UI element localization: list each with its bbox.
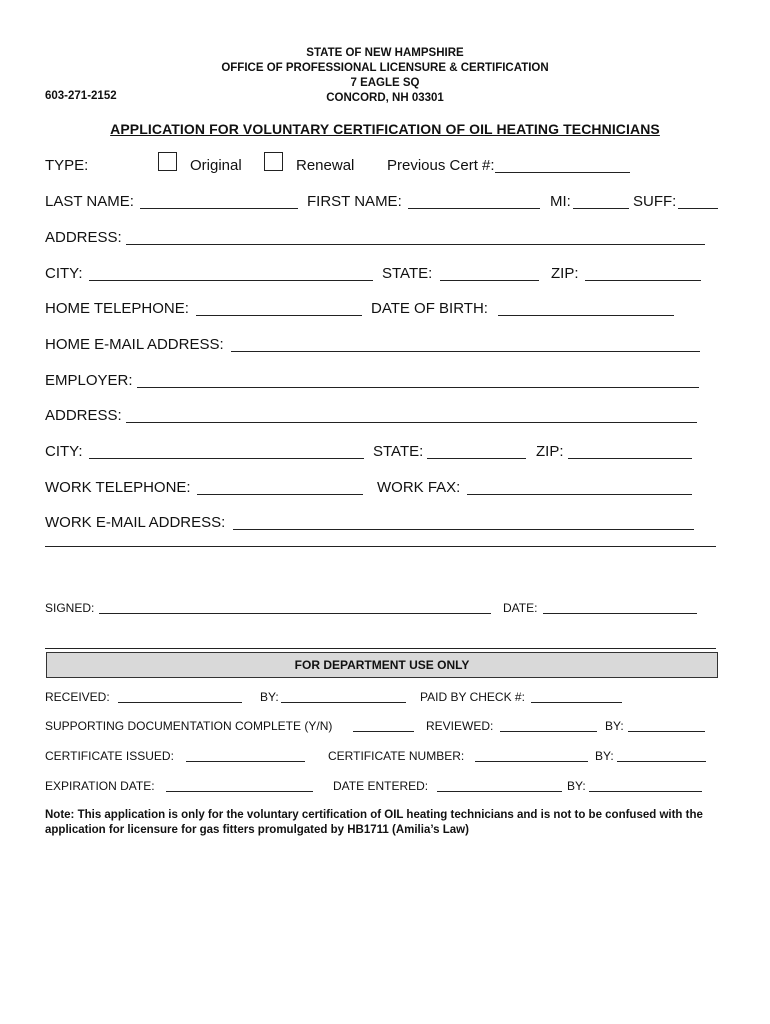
emp-address-label: ADDRESS: — [45, 407, 122, 424]
type-label: TYPE: — [45, 157, 89, 174]
signed-label: SIGNED: — [45, 601, 95, 615]
mi-label: MI: — [550, 193, 571, 210]
header-city: CONCORD, NH 03301 — [326, 92, 444, 104]
last-name-label: LAST NAME: — [45, 193, 134, 210]
emp-state-line[interactable] — [427, 458, 526, 459]
work-tel-line[interactable] — [197, 494, 363, 495]
home-tel-line[interactable] — [196, 315, 362, 316]
suff-label: SUFF: — [633, 193, 677, 210]
state-line[interactable] — [440, 280, 539, 281]
dob-label: DATE OF BIRTH: — [371, 300, 488, 317]
by-line-3[interactable] — [617, 761, 706, 762]
work-email-label: WORK E-MAIL ADDRESS: — [45, 514, 226, 531]
by-line-1[interactable] — [281, 702, 406, 703]
section-divider — [45, 546, 716, 547]
cert-issued-label: CERTIFICATE ISSUED: — [45, 749, 174, 763]
renewal-checkbox[interactable] — [264, 152, 283, 171]
header-state: STATE OF NEW HAMPSHIRE — [306, 47, 464, 59]
last-name-line[interactable] — [140, 208, 298, 209]
supporting-doc-line[interactable] — [353, 731, 414, 732]
dob-line[interactable] — [498, 315, 674, 316]
by-label-3: BY: — [595, 749, 614, 763]
zip-label: ZIP: — [551, 265, 579, 282]
address-label: ADDRESS: — [45, 229, 122, 246]
received-label: RECEIVED: — [45, 690, 110, 704]
reviewed-label: REVIEWED: — [426, 719, 494, 733]
received-line[interactable] — [118, 702, 242, 703]
cert-number-label: CERTIFICATE NUMBER: — [328, 749, 465, 763]
expiration-label: EXPIRATION DATE: — [45, 779, 155, 793]
by-label-1: BY: — [260, 690, 279, 704]
work-tel-label: WORK TELEPHONE: — [45, 479, 191, 496]
header-street: 7 EAGLE SQ — [350, 77, 420, 89]
date-entered-label: DATE ENTERED: — [333, 779, 429, 793]
expiration-line[interactable] — [166, 791, 313, 792]
by-label-2: BY: — [605, 719, 624, 733]
city-line[interactable] — [89, 280, 373, 281]
zip-line[interactable] — [585, 280, 701, 281]
by-line-4[interactable] — [589, 791, 702, 792]
work-email-line[interactable] — [233, 529, 694, 530]
emp-zip-label: ZIP: — [536, 443, 564, 460]
date-label: DATE: — [503, 601, 538, 615]
header-phone: 603-271-2152 — [45, 90, 117, 102]
state-label: STATE: — [382, 265, 433, 282]
emp-city-line[interactable] — [89, 458, 364, 459]
cert-issued-line[interactable] — [186, 761, 305, 762]
by-line-2[interactable] — [628, 731, 705, 732]
dept-divider — [45, 648, 716, 649]
employer-line[interactable] — [137, 387, 699, 388]
home-email-label: HOME E-MAIL ADDRESS: — [45, 336, 224, 353]
footer-note: Note: This application is only for the voluntary certification of OIL heating technicians and is not to be confused with the application for licensure for gas fitters promulgated by HB1711 (Amilia’s Law) — [45, 809, 703, 836]
emp-city-label: CITY: — [45, 443, 83, 460]
dept-use-heading: FOR DEPARTMENT USE ONLY — [46, 652, 718, 678]
work-fax-label: WORK FAX: — [377, 479, 461, 496]
work-fax-line[interactable] — [467, 494, 692, 495]
employer-label: EMPLOYER: — [45, 372, 133, 389]
date-line[interactable] — [543, 613, 697, 614]
original-checkbox[interactable] — [158, 152, 177, 171]
emp-zip-line[interactable] — [568, 458, 692, 459]
paid-check-line[interactable] — [531, 702, 622, 703]
emp-state-label: STATE: — [373, 443, 424, 460]
cert-number-line[interactable] — [475, 761, 588, 762]
paid-check-label: PAID BY CHECK #: — [420, 690, 525, 704]
suff-line[interactable] — [678, 208, 718, 209]
home-email-line[interactable] — [231, 351, 700, 352]
form-title: APPLICATION FOR VOLUNTARY CERTIFICATION OF OIL HEATING TECHNICIANS — [110, 121, 660, 137]
reviewed-line[interactable] — [500, 731, 597, 732]
home-tel-label: HOME TELEPHONE: — [45, 300, 189, 317]
prev-cert-label: Previous Cert #: — [387, 157, 495, 174]
original-label: Original — [190, 157, 242, 174]
header-office: OFFICE OF PROFESSIONAL LICENSURE & CERTIFICATION — [221, 62, 549, 74]
first-name-line[interactable] — [408, 208, 540, 209]
prev-cert-line[interactable] — [495, 172, 630, 173]
city-label: CITY: — [45, 265, 83, 282]
mi-line[interactable] — [573, 208, 629, 209]
first-name-label: FIRST NAME: — [307, 193, 402, 210]
emp-address-line[interactable] — [126, 422, 697, 423]
date-entered-line[interactable] — [437, 791, 562, 792]
by-label-4: BY: — [567, 779, 586, 793]
renewal-label: Renewal — [296, 157, 355, 174]
signed-line[interactable] — [99, 613, 491, 614]
address-line[interactable] — [126, 244, 705, 245]
supporting-doc-label: SUPPORTING DOCUMENTATION COMPLETE (Y/N) — [45, 719, 333, 733]
